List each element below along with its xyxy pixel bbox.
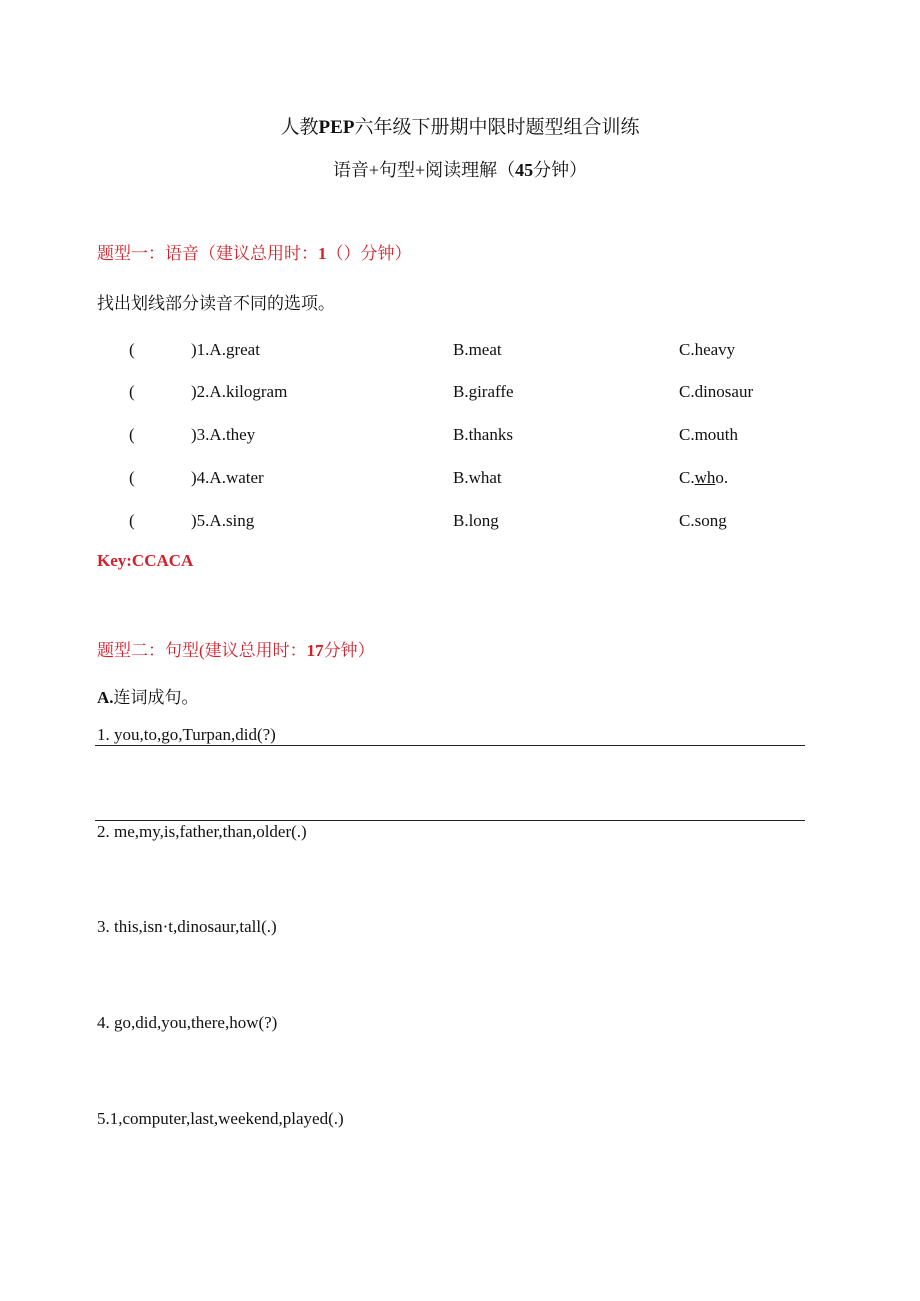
answer-line[interactable] <box>95 820 805 821</box>
answer-paren[interactable]: ( <box>129 511 135 530</box>
question-option-c: C.dinosaur <box>679 382 754 401</box>
answer-paren[interactable]: ( <box>129 340 135 359</box>
question-option-a: )5.A.sing <box>191 511 255 530</box>
section1-instruction: 找出划线部分读音不同的选项。 <box>97 294 335 313</box>
question-option-b: B.long <box>453 511 499 530</box>
question-option-a: )4.A.water <box>191 468 264 487</box>
page-subtitle: 语音+句型+阅读理解（45分钟） <box>332 160 588 180</box>
section1-heading: 题型一：语音（建议总用时：1（）分钟） <box>97 244 412 263</box>
question-option-c: C.who. <box>679 468 729 487</box>
question-option-b: B.meat <box>453 340 502 359</box>
question-option-b: B.thanks <box>453 425 513 444</box>
page-title: 人教PEP六年级下册期中限时题型组合训练 <box>280 117 640 138</box>
sentence-item: 3. this,isn·t,dinosaur,tall(.) <box>97 917 277 936</box>
answer-paren[interactable]: ( <box>129 425 135 444</box>
question-option-b: B.what <box>453 468 502 487</box>
sentence-item: 5.1,computer,last,weekend,played(.) <box>97 1109 344 1128</box>
question-option-a: )3.A.they <box>191 425 256 444</box>
answer-paren[interactable]: ( <box>129 468 135 487</box>
sentence-item: 1. you,to,go,Turpan,did(?) <box>97 725 276 744</box>
section2-heading: 题型二：句型(建议总用时：17分钟） <box>97 641 375 660</box>
question-option-c: C.song <box>679 511 727 530</box>
sentence-item: 2. me,my,is,father,than,older(.) <box>97 822 307 841</box>
answer-line[interactable] <box>95 745 805 746</box>
part-a-heading: A.连词成句。 <box>97 688 199 707</box>
question-option-a: )2.A.kilogram <box>191 382 288 401</box>
answer-paren[interactable]: ( <box>129 382 135 401</box>
question-option-c: C.mouth <box>679 425 739 444</box>
question-option-a: )1.A.great <box>191 340 260 359</box>
sentence-item: 4. go,did,you,there,how(?) <box>97 1013 278 1032</box>
question-option-c: C.heavy <box>679 340 736 359</box>
underlined-letters: wh <box>694 468 716 487</box>
answer-key: Key:CCACA <box>97 551 194 570</box>
question-option-b: B.giraffe <box>453 382 514 401</box>
